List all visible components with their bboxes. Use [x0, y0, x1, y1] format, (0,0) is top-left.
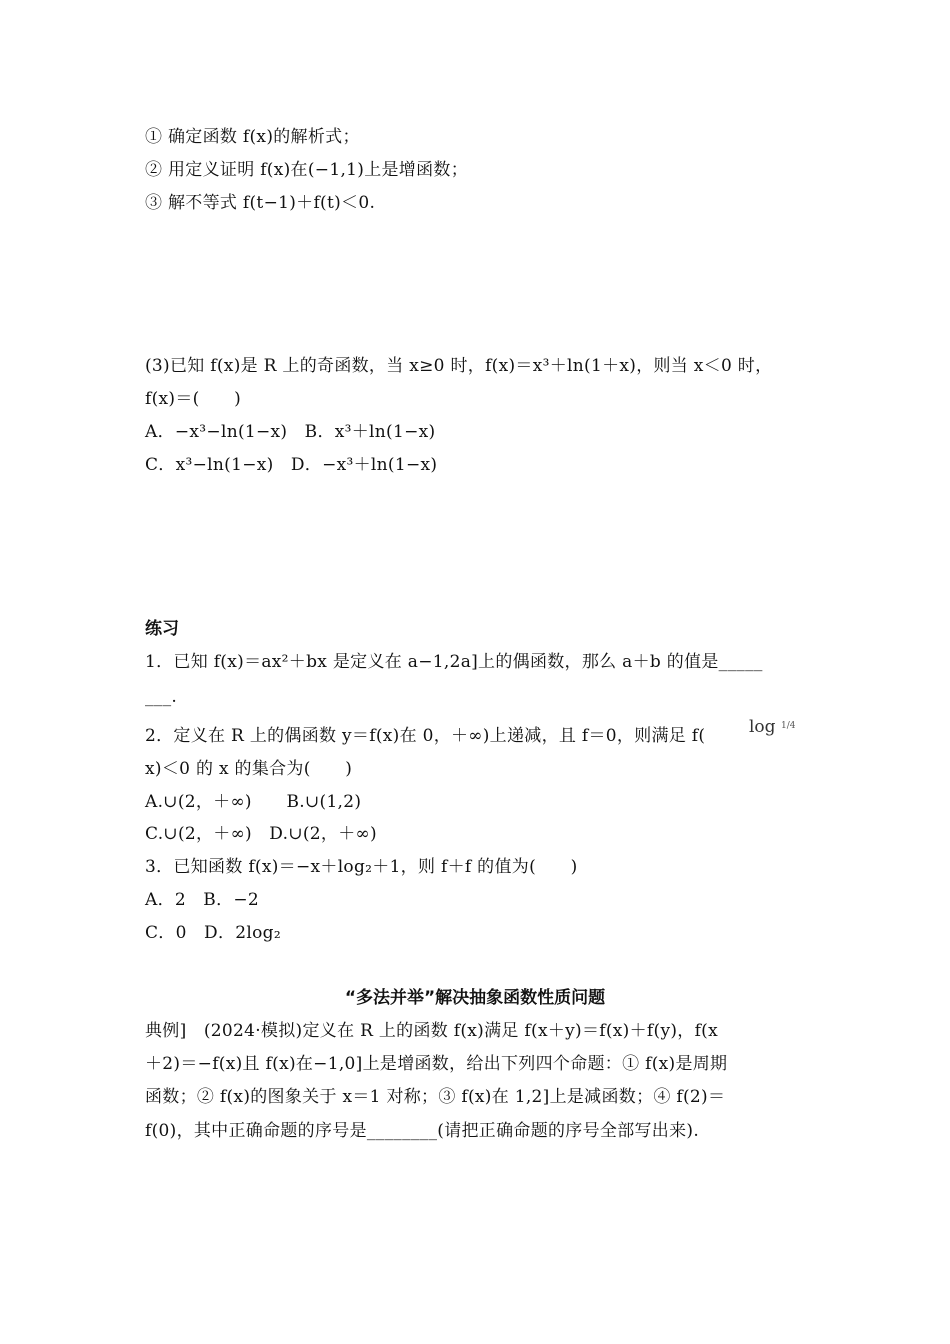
question-3-stem-continued: f(x)＝( )	[145, 389, 242, 409]
question-3-options-ab: A．−x³−ln(1−x) B．x³＋ln(1−x)	[145, 422, 436, 442]
practice-q1: 1．已知 f(x)＝ax²＋bx 是定义在 a−1,2a]上的偶函数，那么 a＋b 的值是_____	[145, 652, 763, 672]
log-fraction: 1/4	[781, 721, 796, 731]
log-fragment: log	[749, 717, 776, 737]
item-3: ③ 解不等式 f(t−1)＋f(t)＜0.	[145, 193, 376, 213]
section-heading: “多法并举”解决抽象函数性质问题	[344, 988, 606, 1008]
practice-q3-options-cd: C．0 D．2log₂	[145, 923, 281, 943]
example-line-1: 典例] (2024·模拟)定义在 R 上的函数 f(x)满足 f(x＋y)＝f(x)＋f(y)，f(x	[145, 1021, 718, 1041]
practice-q3-options-ab: A．2 B．−2	[145, 890, 260, 910]
practice-q2: 2．定义在 R 上的偶函数 y＝f(x)在 0，＋∞)上递减，且 f＝0，则满足 f(	[145, 726, 706, 746]
practice-q3: 3．已知函数 f(x)＝−x＋log₂＋1，则 f＋f 的值为( )	[145, 857, 578, 877]
question-3-options-cd: C．x³−ln(1−x) D．−x³＋ln(1−x)	[145, 455, 438, 475]
practice-heading: 练习	[145, 619, 179, 639]
practice-q1-continued: ___.	[145, 687, 178, 707]
example-line-3: 函数；② f(x)的图象关于 x＝1 对称；③ f(x)在 1,2]上是减函数；④ f(2)＝	[145, 1087, 726, 1107]
item-1: ① 确定函数 f(x)的解析式；	[145, 127, 360, 147]
practice-q2-options-ab: A.∪(2，＋∞) B.∪(1,2)	[145, 792, 362, 812]
item-2: ② 用定义证明 f(x)在(−1,1)上是增函数；	[145, 160, 468, 180]
practice-q2-options-cd: C.∪(2，＋∞) D.∪(2，＋∞)	[145, 824, 377, 844]
practice-q2-continued: x)＜0 的 x 的集合为( )	[145, 759, 353, 779]
example-line-4: f(0)，其中正确命题的序号是________(请把正确命题的序号全部写出来).	[145, 1121, 700, 1141]
question-3-stem: (3)已知 f(x)是 R 上的奇函数，当 x≥0 时，f(x)＝x³＋ln(1＋x)，则当 x＜0 时，	[145, 356, 773, 376]
example-line-2: ＋2)＝−f(x)且 f(x)在−1,0]上是增函数，给出下列四个命题：① f(x)是周期	[145, 1054, 728, 1074]
